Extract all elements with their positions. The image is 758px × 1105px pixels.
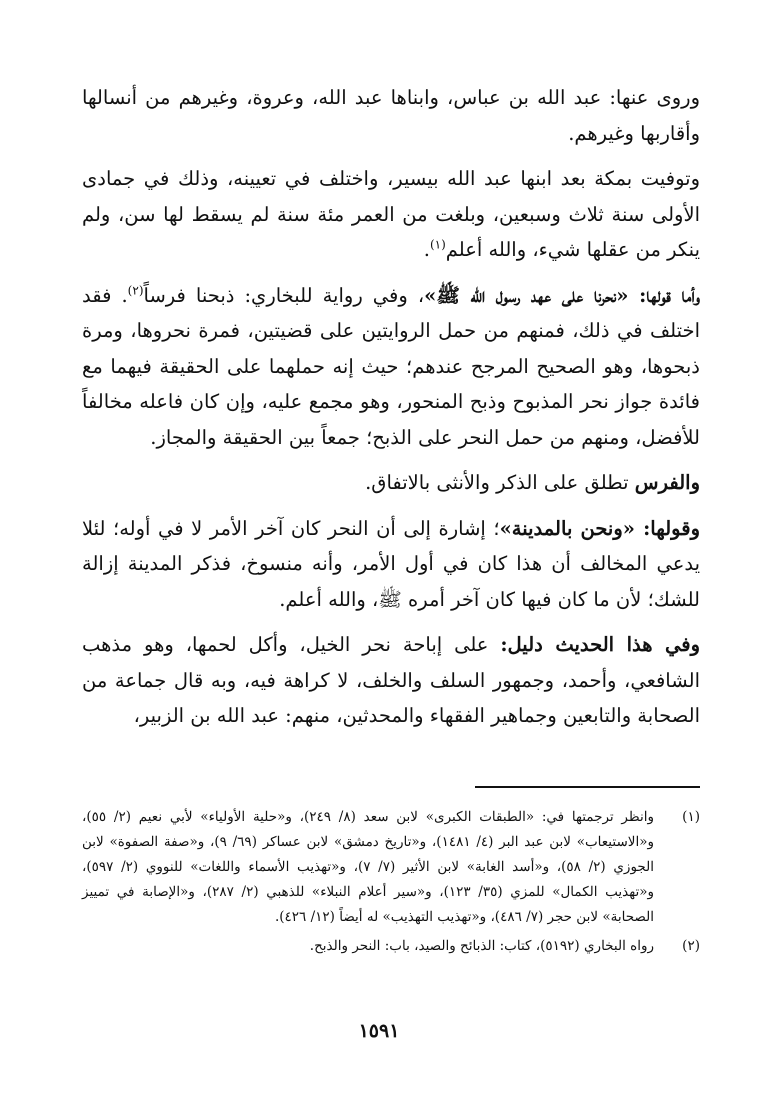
- footnote-number: (١): [682, 809, 700, 825]
- paragraph-evidence-lead: وفي هذا الحديث دليل:: [500, 633, 700, 656]
- footnote-2: [82, 934, 700, 959]
- paragraph-faras-text: تطلق على الذكر والأنثى بالاتفاق.: [365, 471, 635, 494]
- paragraph-faras-lead: والفرس: [634, 471, 700, 494]
- paragraph-narrators: [82, 80, 700, 151]
- footnote-text: رواه البخاري (٥١٩٢)، كتاب: الذبائح والصيد، باب: النحر والذبح.: [309, 938, 654, 954]
- paragraph-nahr-text-a: ، وفي رواية للبخاري: ذبحنا فرساً: [143, 283, 425, 307]
- paragraph-evidence: [82, 627, 700, 734]
- paragraph-madina: [82, 511, 700, 618]
- footnote-1: [82, 805, 700, 930]
- paragraph-nahr-text-b: . فقد اختلف في ذلك، فمنهم من حمل الروايتين على قضيتين، فمرة نحروها، ومرة ذبحوها، وهو الصحيح المرجح عندهم؛ حيث إنه حملهما على الحقيقة فيهما مع فائدة جواز نحر المذبوح وذبح المنحور، وهو مجمع عليه، وإن كان فاعله مخالفاً للأفضل، ومنهم من حمل النحر على الذبح؛ جمعاً بين الحقيقة والمجاز.: [82, 283, 700, 449]
- footnote-separator: [475, 786, 700, 788]
- footnote-ref-1[interactable]: (١): [429, 237, 446, 252]
- footnote-number: (٢): [682, 938, 700, 954]
- page-number: ١٥٩١: [358, 1020, 400, 1042]
- paragraph-madina-lead: وقولها: «ونحن بالمدينة»: [499, 516, 700, 540]
- paragraph-nahr-lead: وأما قولها: «نحرنا على عهد رسول الله ﷺ»: [424, 283, 700, 307]
- paragraph-madina-text: ؛ إشارة إلى أن النحر كان آخر الأمر لا في أوله؛ لئلا يدعي المخالف أن هذا كان في أول الأمر، وأنه منسوخ، فذكر المدينة إزالة للشك؛ لأن ما كان فيها كان آخر أمره ﷺ، والله أعلم.: [82, 516, 700, 611]
- paragraph-death-text: وتوفيت بمكة بعد ابنها عبد الله بيسير، واختلف في تعيينه، وذلك في جمادى الأولى سنة ثلاث وسبعين، وبلغت من العمر مئة سنة لم يسقط لها سن، ولم ينكر من عقلها شيء، والله أعلم: [82, 167, 700, 261]
- footnote-ref-2[interactable]: (٢): [127, 283, 144, 297]
- paragraph-death: [82, 161, 700, 268]
- paragraph-narrators-text: وروى عنها: عبد الله بن عباس، وابناها عبد الله، وعروة، وغيرهم من أنسالها وأقاربها وغيرهم.: [82, 86, 700, 145]
- footnotes: [82, 805, 700, 963]
- paragraph-faras: [82, 465, 700, 501]
- paragraph-evidence-text: على إباحة نحر الخيل، وأكل لحمها، وهو مذهب الشافعي، وأحمد، وجمهور السلف والخلف، لا كراهة فيه، وبه قال جماعة من الصحابة والتابعين وجماهير الفقهاء والمحدثين، منهم: عبد الله بن الزبير،: [82, 633, 700, 727]
- paragraph-nahr: [82, 278, 700, 456]
- main-text: [82, 80, 700, 744]
- paragraph-death-end: .: [423, 238, 430, 261]
- footnote-text: وانظر ترجمتها في: «الطبقات الكبرى» لابن سعد (٨/ ٢٤٩)، و«حلية الأولياء» لأبي نعيم (٢/ ٥٥)، و«الاستيعاب» لابن عبد البر (٤/ ١٤٨١)، و«تاريخ دمشق» لابن عساكر (٦٩/ ٩)، و«صفة الصفوة» لابن الجوزي (٢/ ٥٨)، و«أسد الغابة» لابن الأثير (٧/ ٧)، و«تهذيب الأسماء واللغات» للنووي (٢/ ٥٩٧)، و«تهذيب الكمال» للمزي (٣٥/ ١٢٣)، و«سير أعلام النبلاء» للذهبي (٢/ ٢٨٧)، و«الإصابة في تمييز الصحابة» لابن حجر (٧/ ٤٨٦)، و«تهذيب التهذيب» له أيضاً (١٢/ ٤٢٦).: [82, 809, 655, 925]
